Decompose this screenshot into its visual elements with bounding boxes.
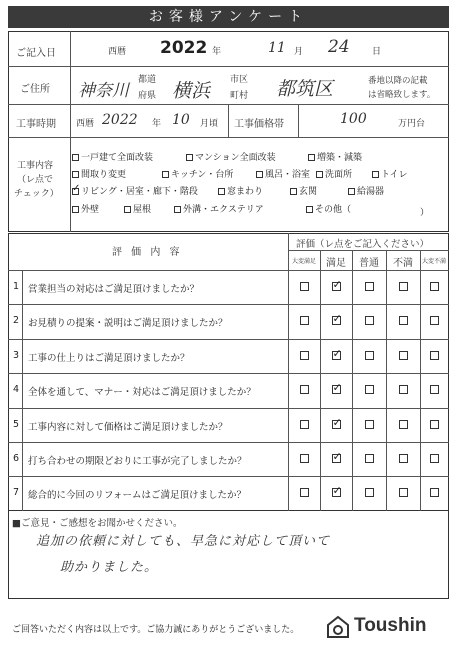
content-option[interactable] xyxy=(218,184,263,197)
rating-checkbox[interactable] xyxy=(300,351,309,360)
content-option[interactable] xyxy=(372,167,408,180)
rating-checkbox[interactable] xyxy=(365,316,374,325)
content-option-label: 給湯器 xyxy=(357,187,385,197)
content-checkbox[interactable] xyxy=(72,206,79,213)
rating-checkbox[interactable] xyxy=(365,385,374,394)
content-option-label: 増築・減築 xyxy=(317,153,363,163)
period-label: 工事時期 xyxy=(16,119,56,130)
content-option[interactable] xyxy=(72,150,153,163)
content-checkbox[interactable] xyxy=(124,206,131,213)
rating-checkbox[interactable] xyxy=(365,454,374,463)
content-option[interactable] xyxy=(72,167,126,180)
content-label-2: （レ点で xyxy=(17,175,54,185)
city-unit-bottom: 町村 xyxy=(230,91,249,101)
rating-checkbox[interactable] xyxy=(365,420,374,429)
content-checkbox[interactable] xyxy=(306,206,313,213)
rating-checkbox[interactable] xyxy=(300,385,309,394)
content-option-label: トイレ xyxy=(381,170,408,180)
rating-checkbox[interactable] xyxy=(300,316,309,325)
rating-checkbox[interactable] xyxy=(399,454,408,463)
content-label-1: 工事内容 xyxy=(17,161,54,171)
content-option[interactable] xyxy=(124,202,151,215)
brand-name: Toushin xyxy=(354,615,427,636)
rating-checkbox[interactable] xyxy=(332,351,341,360)
address-pref: 神奈川 xyxy=(78,81,129,101)
rating-checkbox[interactable] xyxy=(365,488,374,497)
period-year-unit: 年 xyxy=(152,119,162,129)
question-text: 工事の仕上りはご満足頂けましたか？ xyxy=(28,352,190,364)
scale-label: 満足 xyxy=(326,258,346,269)
content-option-label: マンション全面改装 xyxy=(195,153,276,163)
date-month: 11 xyxy=(268,40,286,56)
comments-line-1: 追加の依頼に対しても、早急に対応して頂いて xyxy=(36,534,331,549)
footer-thanks: ご回答いただく内容は以上です。ご協力誠にありがとうございました。 xyxy=(12,625,300,635)
rating-checkbox[interactable] xyxy=(399,385,408,394)
question-text: 全体を通して、マナー・対応はご満足頂けましたか？ xyxy=(28,387,256,399)
content-checkbox[interactable] xyxy=(72,154,79,161)
period-era: 西暦 xyxy=(76,119,95,129)
rating-checkbox[interactable] xyxy=(332,385,341,394)
content-option-label: 窓まわり xyxy=(227,187,264,197)
rating-checkbox[interactable] xyxy=(399,488,408,497)
content-option[interactable] xyxy=(162,167,233,180)
price-value: 100 xyxy=(340,111,367,127)
content-option[interactable] xyxy=(174,202,264,215)
brand-logo xyxy=(326,614,446,640)
content-option-label: 玄関 xyxy=(299,187,318,197)
eval-header-content: 評 価 内 容 xyxy=(112,247,183,258)
rating-checkbox[interactable] xyxy=(399,316,408,325)
rating-checkbox[interactable] xyxy=(399,282,408,291)
eval-table xyxy=(8,233,449,511)
content-option[interactable] xyxy=(290,184,317,197)
comments-label: ■ご意見・ご感想をお聞かせください。 xyxy=(12,518,183,529)
scale-label: 大変不満 xyxy=(421,258,446,265)
question-number: 5 xyxy=(12,418,20,430)
address-note-1: 番地以降の記載 xyxy=(368,76,428,86)
content-checkbox[interactable] xyxy=(290,188,297,195)
content-option-label: 風呂・浴室 xyxy=(265,170,311,180)
rating-checkbox[interactable] xyxy=(365,282,374,291)
content-option[interactable] xyxy=(308,150,362,163)
pref-unit-top: 都道 xyxy=(138,75,157,85)
rating-checkbox[interactable] xyxy=(332,316,341,325)
city-unit-top: 市区 xyxy=(230,75,249,85)
content-option[interactable] xyxy=(186,150,276,163)
content-checkbox[interactable] xyxy=(72,171,79,178)
rating-checkbox[interactable] xyxy=(365,351,374,360)
rating-checkbox[interactable] xyxy=(399,351,408,360)
question-number: 4 xyxy=(12,384,20,396)
content-option-label: リビング・居室・廊下・階段 xyxy=(81,187,198,197)
rating-checkbox[interactable] xyxy=(332,454,341,463)
house-logo-icon xyxy=(326,615,350,639)
question-text: 営業担当の対応はご満足頂けましたか？ xyxy=(28,284,200,295)
question-number: 3 xyxy=(12,349,20,361)
content-option-label: 間取り変更 xyxy=(81,170,127,180)
content-checkbox[interactable] xyxy=(308,154,315,161)
eval-header-rating: 評価（レ点をご記入ください） xyxy=(296,239,430,250)
question-number: 1 xyxy=(12,281,20,292)
content-checkbox[interactable] xyxy=(186,154,193,161)
content-checkbox[interactable] xyxy=(218,188,225,195)
date-day-unit: 日 xyxy=(372,47,382,57)
content-option[interactable] xyxy=(256,167,310,180)
scale-label: 普通 xyxy=(359,258,379,269)
content-option[interactable] xyxy=(72,202,99,215)
pref-unit-bottom: 府県 xyxy=(138,91,157,101)
date-label: ご記入日 xyxy=(16,48,56,59)
question-text: お見積りの提案・説明はご満足頂けましたか？ xyxy=(28,318,228,330)
content-option[interactable] xyxy=(348,184,384,197)
price-unit: 万円台 xyxy=(398,119,426,129)
content-checkbox[interactable] xyxy=(174,206,181,213)
address-ward: 都筑区 xyxy=(276,78,334,100)
question-number: 6 xyxy=(12,453,20,464)
content-option-label: 洗面所 xyxy=(325,170,353,180)
comments-line-2: 助かりました。 xyxy=(60,560,159,575)
rating-checkbox[interactable] xyxy=(300,488,309,497)
scale-label: 大変満足 xyxy=(291,258,316,265)
rating-checkbox[interactable] xyxy=(399,420,408,429)
rating-checkbox[interactable] xyxy=(300,420,309,429)
question-text: 工事内容に対して価格はご満足頂けましたか？ xyxy=(28,421,228,433)
rating-checkbox[interactable] xyxy=(430,351,439,360)
question-number: 2 xyxy=(12,315,20,327)
content-checkbox[interactable] xyxy=(372,171,379,178)
content-option-label: 屋根 xyxy=(133,205,152,215)
content-option[interactable] xyxy=(72,184,198,197)
content-checkbox[interactable] xyxy=(348,188,355,195)
content-option-label: その他（ xyxy=(315,205,352,215)
rating-checkbox[interactable] xyxy=(430,488,439,497)
content-option[interactable] xyxy=(316,167,352,180)
content-option-label: 外溝・エクステリア xyxy=(183,205,264,215)
content-option-label: キッチン・台所 xyxy=(171,170,234,180)
rating-checkbox[interactable] xyxy=(300,282,309,291)
rating-checkbox[interactable] xyxy=(332,420,341,429)
content-label-3: チェック） xyxy=(14,189,59,199)
address-city: 横浜 xyxy=(172,80,211,102)
rating-checkbox[interactable] xyxy=(430,282,439,291)
price-label: 工事価格帯 xyxy=(234,119,284,130)
question-text: 打ち合わせの期限どおりに工事が完了しましたか？ xyxy=(28,456,247,467)
period-month: 10 xyxy=(172,112,190,128)
rating-checkbox[interactable] xyxy=(332,282,341,291)
content-checkbox[interactable] xyxy=(162,171,169,178)
content-option-label: 一戸建て全面改装 xyxy=(81,153,154,163)
question-text: 総合的に今回のリフォームはご満足頂けましたか？ xyxy=(28,490,247,502)
rating-checkbox[interactable] xyxy=(430,385,439,394)
rating-checkbox[interactable] xyxy=(300,454,309,463)
content-checkbox[interactable] xyxy=(72,188,79,195)
period-year: 2022 xyxy=(102,112,138,128)
content-checkbox[interactable] xyxy=(256,171,263,178)
date-year: 2022 xyxy=(160,38,208,58)
address-note-2: は省略致します。 xyxy=(368,90,436,100)
content-checkbox[interactable] xyxy=(316,171,323,178)
address-label: ご住所 xyxy=(20,84,50,95)
content-option-label: 外壁 xyxy=(81,205,100,215)
date-day: 24 xyxy=(328,37,350,57)
rating-checkbox[interactable] xyxy=(430,420,439,429)
survey-title: お客様アンケート xyxy=(8,6,449,28)
scale-label: 不満 xyxy=(393,258,413,269)
other-close: ） xyxy=(420,208,430,218)
question-number: 7 xyxy=(12,487,20,499)
rating-checkbox[interactable] xyxy=(430,316,439,325)
rating-checkbox[interactable] xyxy=(430,454,439,463)
period-month-unit: 月頃 xyxy=(200,119,219,129)
date-month-unit: 月 xyxy=(294,47,304,57)
rating-checkbox[interactable] xyxy=(332,488,341,497)
date-year-unit: 年 xyxy=(212,47,222,57)
content-option[interactable] xyxy=(306,202,351,215)
date-era: 西暦 xyxy=(108,47,127,57)
